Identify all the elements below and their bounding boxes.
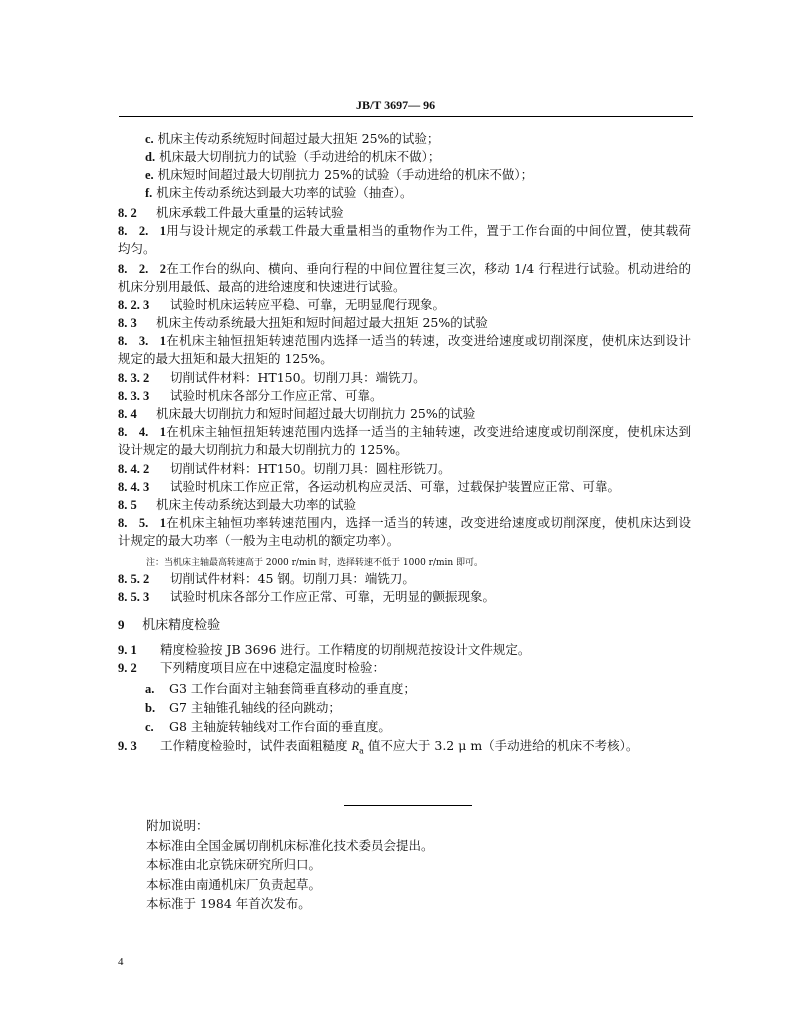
section-number: 8. 5 [118,498,137,512]
page-number: 4 [118,956,124,968]
paragraph-continuation: 计规定的最大功率（一般为主电动机的额定功率）。 [118,533,400,548]
section-number: 9. 3 [118,739,137,753]
paragraph-text: 在机床主轴恒扭矩转速范围内选择一适当的主轴转速，改变进给速度或切削深度，使机床达到 [166,424,691,439]
list-item [145,719,391,735]
list-text: G3 工作台面对主轴套筒垂直移动的垂直度； [169,681,416,696]
section-8-3 [118,315,488,331]
appendix-line: 本标准由北京铣床研究所归口。 [146,857,322,872]
list-text: 机床短时间超过最大切削抗力 25%的试验（手动进给的机床不做）； [157,167,534,182]
footer-rule [344,805,472,806]
section-8-2-1 [118,223,691,239]
roughness-subscript: a [359,746,364,756]
section-8-3-2 [118,370,426,386]
section-number: 8. 2 [118,206,137,220]
list-label: f. [145,186,153,200]
header-rule [119,116,693,117]
standard-code-header: JB/T 3697— 96 [355,98,436,112]
section-title: 机床主传动系统达到最大功率的试验 [155,497,356,512]
section-number: 8. 5. 2 [118,572,150,586]
section-number: 8. 4 [118,407,137,421]
list-label: e. [145,168,154,182]
paragraph-text: 试验时机床工作应正常，各运动机构应灵活、可靠，过载保护装置应正常、可靠。 [169,479,620,494]
section-number: 8. 5. 1 [118,516,166,530]
section-number: 8. 2. 3 [118,298,150,312]
section-9 [118,617,220,634]
list-label: b. [145,701,156,715]
paragraph-text: 切削试件材料：45 钢。切削刀具：端铣刀。 [169,571,415,586]
section-number: 8. 2. 2 [118,262,166,276]
list-text: G8 主轴旋转轴线对工作台面的垂直度。 [169,719,391,734]
paragraph-text: 用与设计规定的承载工件最大重量相当的重物作为工件，置于工作台面的中间位置，使其载荷 [166,223,691,238]
section-number: 9 [118,617,125,632]
section-title: 机床主传动系统最大扭矩和短时间超过最大扭矩 25%的试验 [155,315,488,330]
paragraph-text: 切削试件材料：HT150。切削刀具：端铣刀。 [169,370,426,385]
list-label: d. [145,150,156,164]
section-8-4 [118,406,475,422]
paragraph-continuation: 设计规定的最大切削抗力和最大切削抗力的 125%。 [118,442,408,457]
paragraph-text: 在机床主轴恒扭矩转速范围内选择一适当的转速，改变进给速度或切削深度，使机床达到设计 [166,333,691,348]
section-title: 机床承载工件最大重量的运转试验 [155,205,344,220]
paragraph-text: 在工作台的纵向、横向、垂向行程的中间位置往复三次，移动 1/4 行程进行试验。机动进给的 [166,261,691,276]
section-8-3-3 [118,388,383,404]
appendix-line: 本标准于 1984 年首次发布。 [146,896,311,911]
list-text: 机床主传动系统短时间超过最大扭矩 25%的试验； [157,131,440,146]
section-number: 8. 4. 3 [118,480,150,494]
paragraph-continuation: 机床分别用最低、最高的进给速度和快速进行试验。 [118,279,406,294]
section-8-4-2 [118,461,451,477]
list-text: 机床主传动系统达到最大功率的试验（抽查）。 [156,185,413,200]
section-number: 9. 2 [118,661,137,675]
paragraph-text: 试验时机床各部分工作应正常、可靠，无明显的颤振现象。 [169,589,495,604]
list-item [145,149,440,165]
paragraph-text: 工作精度检验时，试件表面粗糙度 [159,738,348,753]
section-8-2-3 [118,297,445,313]
section-title: 机床精度检验 [142,618,221,633]
section-8-3-1 [118,333,691,349]
section-8-4-3 [118,479,620,495]
paragraph-text: 试验时机床运转应平稳、可靠，无明显爬行现象。 [169,297,445,312]
section-number: 8. 4. 1 [118,425,166,439]
appendix-line: 本标准由南通机床厂负责起草。 [146,877,322,892]
section-title: 机床最大切削抗力和短时间超过最大切削抗力 25%的试验 [155,406,476,421]
paragraph-text: 精度检验按 JB 3696 进行。工作精度的切削规范按设计文件规定。 [159,642,531,657]
list-item [145,131,439,147]
section-number: 8. 4. 2 [118,462,150,476]
section-8-2 [118,205,344,221]
section-8-5-2 [118,571,415,587]
list-label: c. [145,720,154,734]
section-number: 8. 3. 2 [118,371,150,385]
section-8-2-2 [118,261,691,277]
section-9-2 [118,660,385,676]
section-number: 8. 5. 3 [118,590,150,604]
list-item [145,185,413,201]
section-8-5-3 [118,589,495,605]
paragraph-continuation: 规定的最大扭矩和最大扭矩的 125%。 [118,351,333,366]
section-8-5 [118,497,356,513]
section-number: 9. 1 [118,643,137,657]
section-number: 8. 3. 1 [118,334,166,348]
list-item [145,700,341,716]
appendix-title: 附加说明： [146,818,209,833]
section-number: 8. 2. 1 [118,224,166,238]
paragraph-text: 切削试件材料：HT150。切削刀具：圆柱形铣刀。 [169,461,451,476]
section-number: 8. 3. 3 [118,389,150,403]
section-9-3 [118,738,638,760]
section-number: 8. 3 [118,316,137,330]
section-9-1 [118,642,530,658]
paragraph-text: 值不应大于 3.2 μ m（手动进给的机床不考核）。 [367,738,639,753]
section-8-5-1 [118,515,691,531]
list-text: 机床最大切削抗力的试验（手动进给的机床不做）； [159,149,441,164]
paragraph-text: 在机床主轴恒功率转速范围内，选择一适当的转速，改变进给速度或切削深度，使机床达到设 [166,515,691,530]
section-8-4-1 [118,424,691,440]
list-label: c. [145,132,154,146]
note-text: 注：当机床主轴最高转速高于 2000 r/min 时，选择转速不低于 1000 r/min 即可。 [146,558,484,568]
paragraph-continuation: 均匀。 [118,241,156,256]
list-label: a. [145,682,155,696]
roughness-symbol: R [351,739,360,753]
list-item [145,681,416,697]
list-item [145,167,533,183]
appendix-line: 本标准由全国金属切削机床标准化技术委员会提出。 [146,838,434,853]
paragraph-text: 下列精度项目应在中速稳定温度时检验： [159,660,385,675]
paragraph-text: 试验时机床各部分工作应正常、可靠。 [169,388,383,403]
list-text: G7 主轴锥孔轴线的径向跳动； [169,700,341,715]
